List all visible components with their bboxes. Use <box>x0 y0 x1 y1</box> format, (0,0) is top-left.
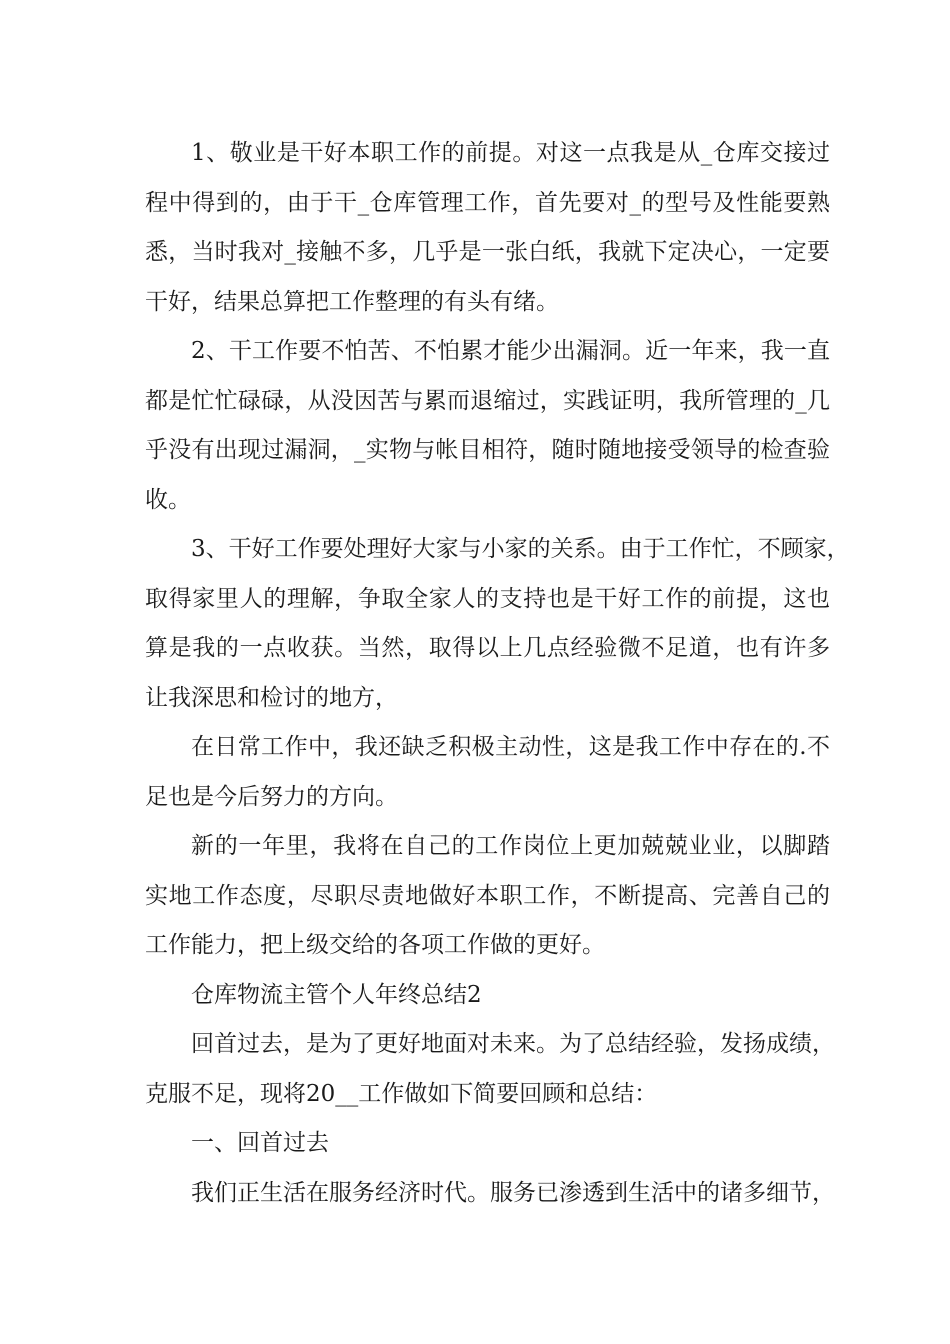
paragraph-6 <box>145 1020 835 1119</box>
paragraph-line: 克服不足，现将20__工作做如下简要回顾和总结： <box>145 1080 658 1107</box>
paragraph-line: 悉，当时我对_接触不多，几乎是一张白纸，我就下定决心，一定要 <box>145 239 830 265</box>
paragraph-line: 实地工作态度，尽职尽责地做好本职工作，不断提高、完善自己的 <box>145 882 830 909</box>
paragraph-line: 让我深思和检讨的地方， <box>145 684 398 711</box>
paragraph-line: 乎没有出现过漏洞，_实物与帐目相符，随时随地接受领导的检查验 <box>145 437 830 463</box>
paragraph-line: 2、干工作要不怕苦、不怕累才能少出漏洞。近一年来，我一直 <box>191 338 830 364</box>
paragraph-line: 回首过去，是为了更好地面对未来。为了总结经验，发扬成绩， <box>191 1031 835 1057</box>
paragraph-line: 程中得到的，由于干_仓库管理工作，首先要对_的型号及性能要熟 <box>145 189 830 216</box>
paragraph-2 <box>145 327 830 525</box>
paragraph-line: 新的一年里，我将在自己的工作岗位上更加兢兢业业，以脚踏 <box>191 833 830 859</box>
paragraph-3 <box>145 525 850 723</box>
paragraph-line: 我们正生活在服务经济时代。服务已渗透到生活中的诸多细节， <box>191 1179 835 1206</box>
paragraph-line: 收。 <box>145 486 191 513</box>
subheading-text: 一、回首过去 <box>191 1130 329 1156</box>
paragraph-7 <box>145 1169 835 1219</box>
paragraph-line: 取得家里人的理解，争取全家人的支持也是干好工作的前提，这也 <box>145 585 830 612</box>
paragraph-1 <box>145 129 830 327</box>
paragraph-line: 都是忙忙碌碌，从没因苦与累而退缩过，实践证明，我所管理的_几 <box>145 387 830 414</box>
paragraph-line: 在日常工作中，我还缺乏积极主动性，这是我工作中存在的.不 <box>191 734 830 760</box>
paragraph-line: 算是我的一点收获。当然，取得以上几点经验微不足道，也有许多 <box>145 635 830 661</box>
paragraph-line: 3、干好工作要处理好大家与小家的关系。由于工作忙，不顾家， <box>191 536 850 562</box>
document-body <box>145 129 850 1218</box>
paragraph-line: 1、敬业是干好本职工作的前提。对这一点我是从_仓库交接过 <box>191 140 830 166</box>
subheading <box>145 1119 830 1169</box>
paragraph-line: 足也是今后努力的方向。 <box>145 783 398 810</box>
paragraph-5 <box>145 822 830 971</box>
section-heading-text: 仓库物流主管个人年终总结2 <box>191 981 482 1008</box>
paragraph-4 <box>145 723 830 822</box>
paragraph-line: 干好，结果总算把工作整理的有头有绪。 <box>145 288 559 315</box>
paragraph-line: 工作能力，把上级交给的各项工作做的更好。 <box>145 932 605 958</box>
section-heading <box>145 971 830 1021</box>
